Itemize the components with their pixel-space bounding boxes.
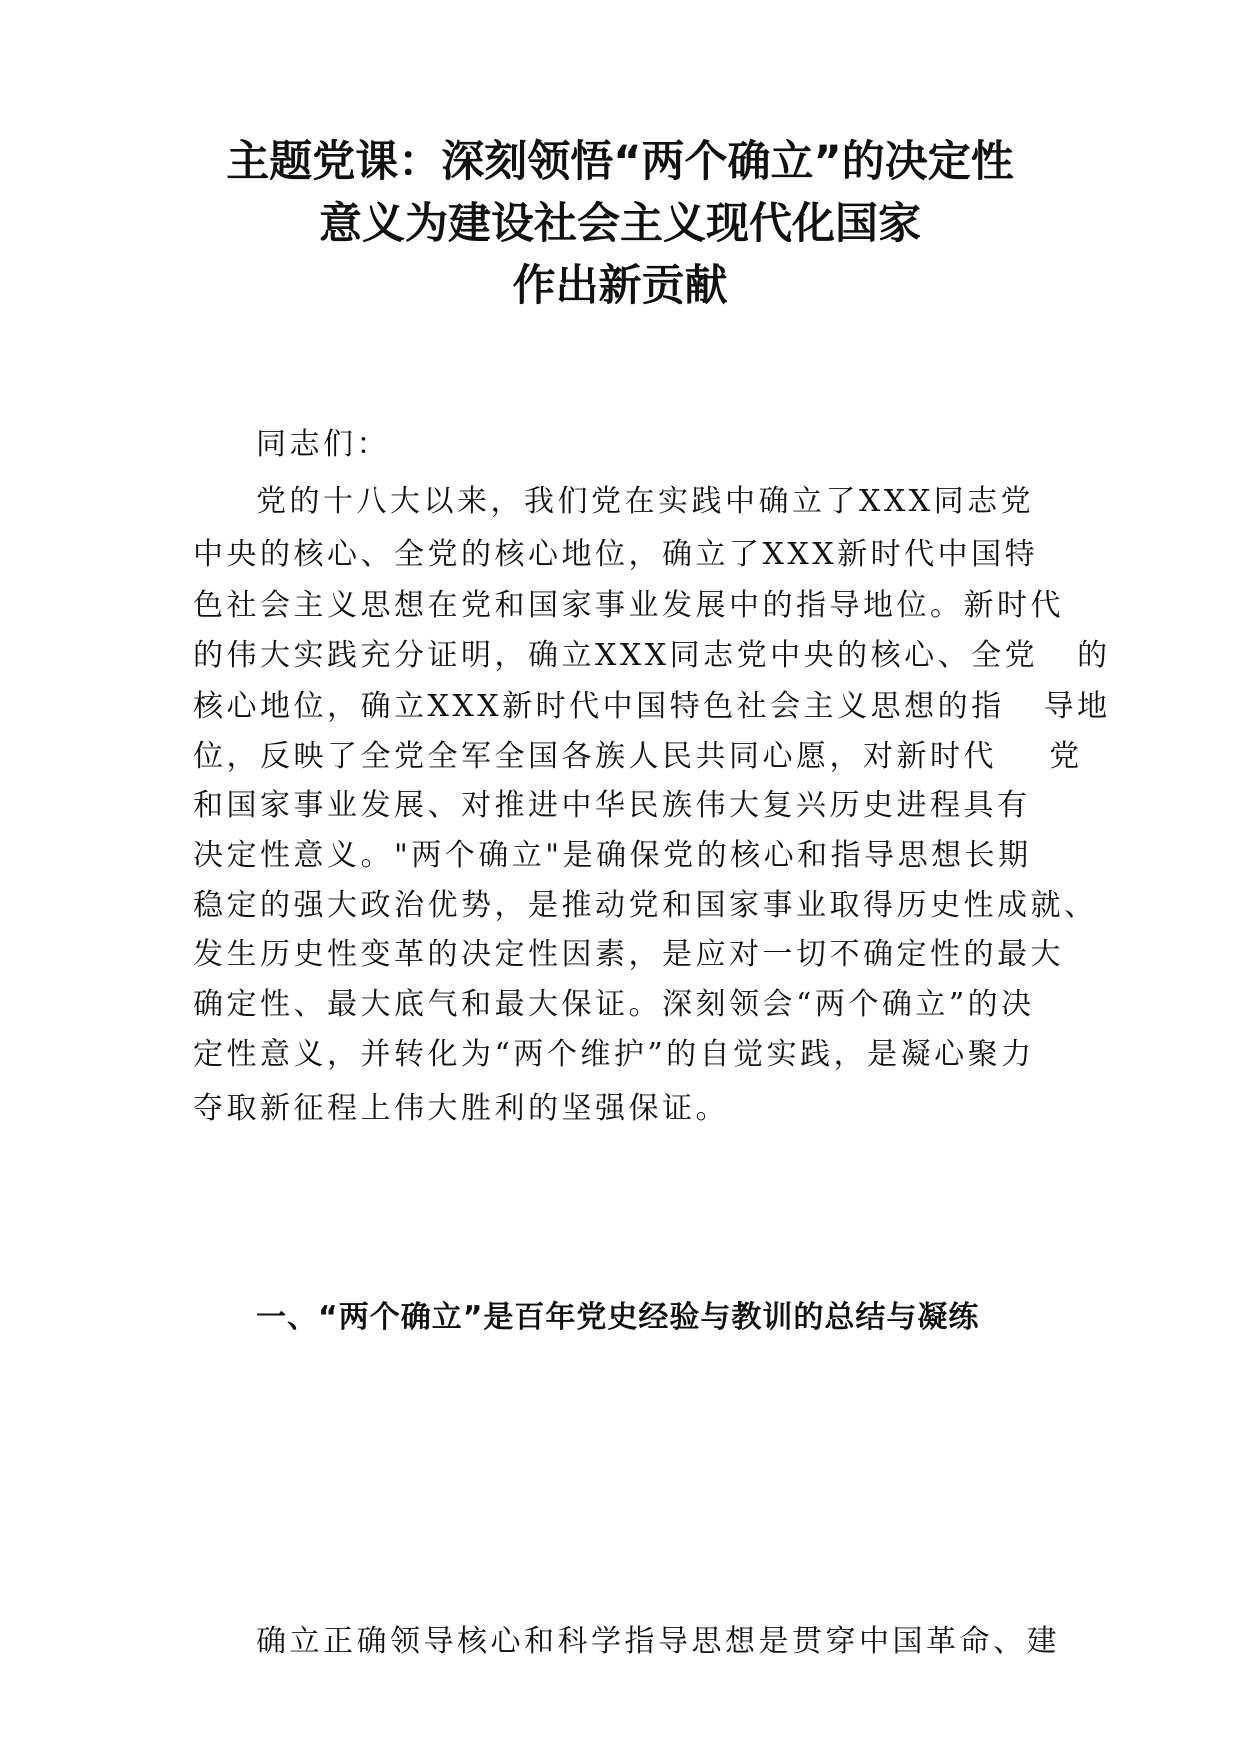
paragraph1-line: 稳定的强大政治优势，是推动党和国家事业取得历史性成就、 <box>193 888 1098 923</box>
document-title-line-1: 主题党课：深刻领悟“两个确立”的决定性 <box>226 137 1014 187</box>
paragraph1-line: 和国家事业发展、对推进中华民族伟大复兴历史进程具有 <box>193 788 1031 823</box>
paragraph1-line: 党的十八大以来，我们党在实践中确立了XXX同志党 <box>256 484 1035 519</box>
salutation: 同志们： <box>256 427 390 462</box>
document-title-line-3: 作出新贡献 <box>512 261 728 311</box>
paragraph1-line: 定性意义，并转化为“两个维护”的自觉实践，是凝心聚力 <box>193 1037 1035 1072</box>
paragraph1-line: 决定性意义。"两个确立"是确保党的核心和指导思想长期 <box>193 838 1032 873</box>
paragraph1-line: 夺取新征程上伟大胜利的坚强保证。 <box>193 1091 729 1126</box>
paragraph1-line: 的伟大实践充分证明，确立XXX同志党中央的核心、全党 的 <box>193 638 1111 673</box>
paragraph1-line: 发生历史性变革的决定性因素，是应对一切不确定性的最大 <box>193 937 1064 972</box>
paragraph1-line: 核心地位，确立XXX新时代中国特色社会主义思想的指 导地 <box>193 689 1111 724</box>
section1-paragraph-line: 确立正确领导核心和科学指导思想是贯穿中国革命、建 <box>256 1624 1060 1659</box>
paragraph1-line: 位，反映了全党全军全国各族人民共同心愿，对新时代 党 <box>193 739 1083 774</box>
document-title-line-2: 意义为建设社会主义现代化国家 <box>319 199 921 249</box>
paragraph1-line: 确定性、最大底气和最大保证。深刻领会“两个确立”的决 <box>193 987 1035 1022</box>
section1-heading: 一、“两个确立”是百年党史经验与教训的总结与凝练 <box>256 1300 980 1335</box>
paragraph1-line: 色社会主义思想在党和国家事业发展中的指导地位。新时代 <box>193 588 1064 623</box>
paragraph1-line: 中央的核心、全党的核心地位，确立了XXX新时代中国特 <box>193 537 1039 572</box>
